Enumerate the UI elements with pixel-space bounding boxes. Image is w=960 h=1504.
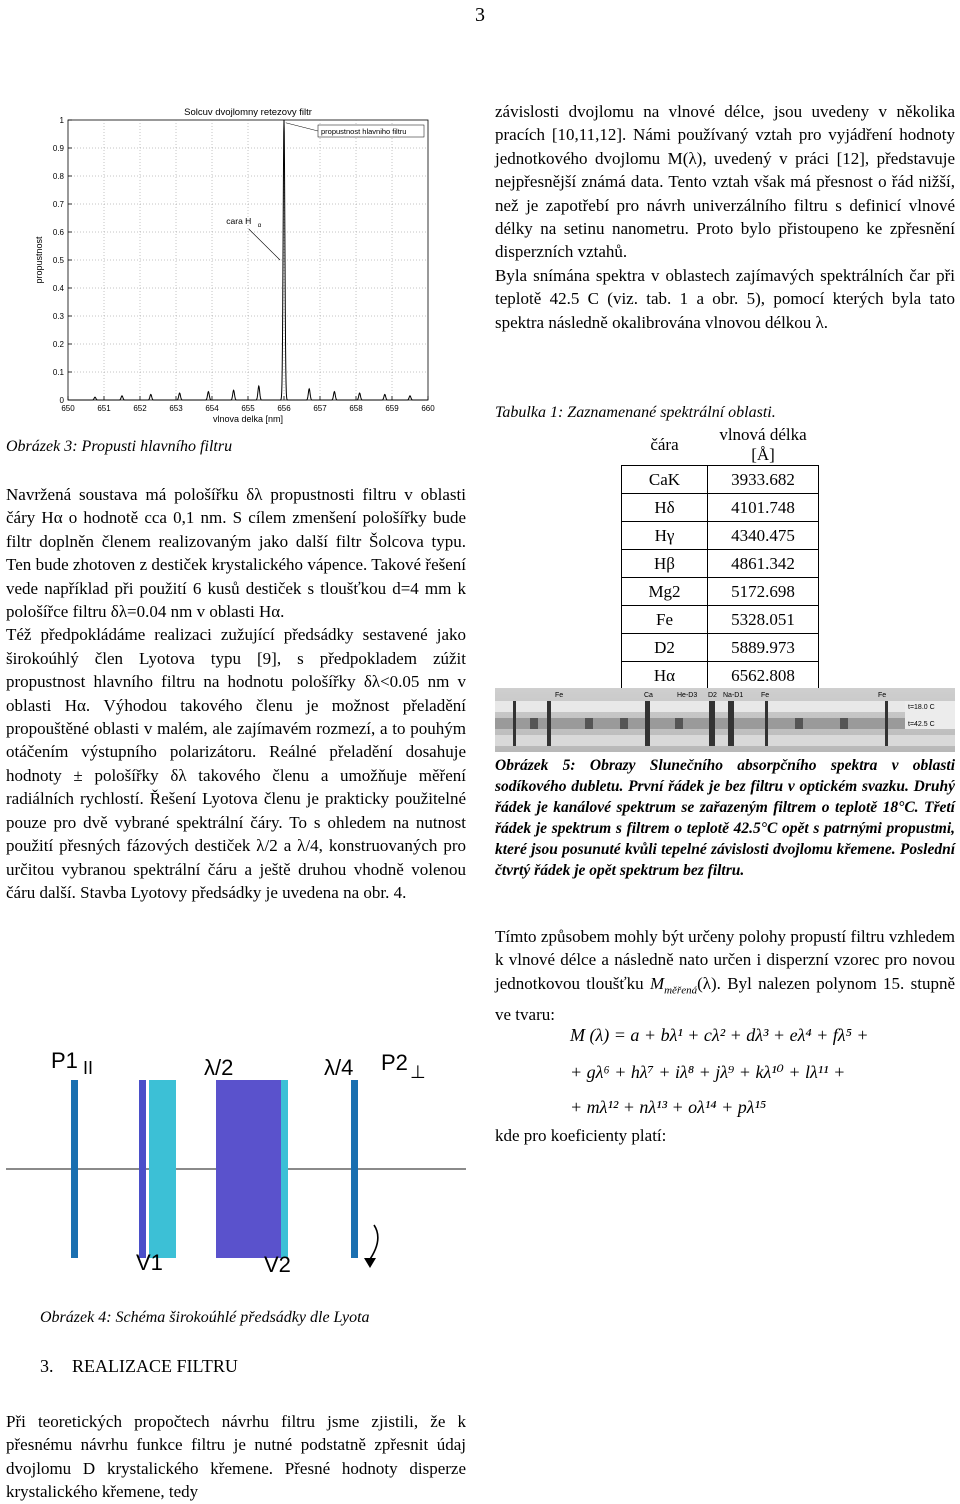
label-p1: P1 bbox=[51, 1048, 78, 1073]
table-row bbox=[622, 634, 819, 662]
chart-title: Solcuv dvojlomny retezovy filtr bbox=[184, 107, 312, 118]
table-header-line: čára bbox=[650, 435, 679, 454]
table-cell: 5328.051 bbox=[708, 606, 819, 634]
table-row bbox=[622, 466, 819, 494]
table-row bbox=[622, 550, 819, 578]
label-half-wave: λ/2 bbox=[204, 1055, 234, 1080]
y-tick-label: 0.8 bbox=[52, 172, 64, 181]
equation-line-2: + gλ⁶ + hλ⁷ + iλ⁸ + jλ⁹ + kλ¹⁰ + lλ¹¹ + bbox=[570, 1062, 846, 1082]
spectrum-label-fe-1: Fe bbox=[555, 692, 564, 699]
x-axis-label: vlnova delka [nm] bbox=[212, 414, 284, 424]
y-axis-label: propustnost bbox=[34, 236, 44, 284]
table-header-wavelength: vlnová délka [Å] bbox=[719, 425, 807, 464]
x-tick-label: 659 bbox=[385, 404, 399, 413]
polarizer-p2 bbox=[351, 1080, 358, 1258]
label-quarter-wave: λ/4 bbox=[324, 1055, 354, 1080]
annotation-h-alpha-subscript: α bbox=[257, 223, 262, 229]
x-tick-label: 658 bbox=[349, 404, 363, 413]
label-p1-parallel: II bbox=[83, 1058, 94, 1078]
spectrum-label-fe-2: Fe bbox=[761, 692, 770, 699]
table-cell: Hγ bbox=[622, 522, 708, 550]
paragraph-polynomial-text: Tímto způsobem mohly být určeny polohy propustí filtru vzhledem k vlnové délce a následně nato určen i disperzní vzorec pro novou jednotkovou tloušťku bbox=[495, 927, 955, 993]
spectrum-label-fe-3: Fe bbox=[878, 692, 887, 699]
page-number: 3 bbox=[475, 4, 485, 26]
x-tick-label: 651 bbox=[97, 404, 111, 413]
x-tick-label: 657 bbox=[313, 404, 327, 413]
equation-line-1: M (λ) = a + bλ¹ + cλ² + dλ³ + eλ⁴ + fλ⁵ + bbox=[570, 1025, 869, 1045]
table-cell: 4101.748 bbox=[708, 494, 819, 522]
right-text-block-top bbox=[495, 100, 955, 334]
y-tick-label: 0.9 bbox=[52, 144, 64, 153]
paragraph-realization: Při teoretických propočtech návrhu filtru jsme zjistili, že k přesnému návrhu funkce filtru je nutné podstatně zpřesnit údaj dvojlomu D krystalického křemene. Přesné hodnoty disperze krystalického křemene, tedy bbox=[6, 1412, 466, 1502]
rotation-arrowhead-icon bbox=[364, 1258, 376, 1268]
paragraph-polynomial-intro bbox=[495, 925, 955, 1026]
equation-line-3: + mλ¹² + nλ¹³ + oλ¹⁴ + pλ¹⁵ bbox=[570, 1097, 767, 1117]
table-cell: 5889.973 bbox=[708, 634, 819, 662]
y-tick-label: 0 bbox=[59, 396, 64, 405]
table-cell: Fe bbox=[622, 606, 708, 634]
label-p2: P2 bbox=[381, 1050, 408, 1075]
y-tick-label: 0.1 bbox=[52, 368, 64, 377]
table-cell: Hδ bbox=[622, 494, 708, 522]
spectrum-temp-42: t=42.5 C bbox=[908, 721, 935, 728]
table-header-row bbox=[622, 425, 819, 466]
table-row bbox=[622, 606, 819, 634]
table-cell: Mg2 bbox=[622, 578, 708, 606]
paragraph-filter-width: Navržená soustava má pološířku δλ propustnosti filtru v oblasti čáry Hα o hodnotě cca 0,1 nm. S cílem zmenšení pološířky bude filtr doplněn členem realizovaným jako další filtr Šolcova typu. Ten bude zhotoven z destiček krystalického vápence. Takové řešení vede například při použití 6 kusů destiček s tloušťkou d=4 mm k pološířce filtru δλ=0.04 nm v oblasti Hα. bbox=[6, 485, 466, 622]
right-text-block-bottom bbox=[495, 925, 955, 1026]
y-tick-label: 0.5 bbox=[52, 256, 64, 265]
section-heading bbox=[40, 1356, 238, 1377]
paragraph-coefficients: kde pro koeficienty platí: bbox=[495, 1126, 667, 1145]
y-tick-label: 0.3 bbox=[52, 312, 64, 321]
table-row bbox=[622, 578, 819, 606]
spectral-lines-table bbox=[621, 425, 819, 690]
table-caption: Tabulka 1: Zaznamenané spektrální oblasti. bbox=[495, 404, 776, 421]
crystal-v1 bbox=[139, 1080, 146, 1258]
spectrum-temp-18: t=18.0 C bbox=[908, 704, 935, 711]
spectrum-label-he-d3: He-D3 bbox=[677, 692, 698, 699]
annotation-h-alpha: cara H bbox=[226, 216, 252, 226]
spectrum-label-ca: Ca bbox=[644, 692, 653, 699]
polarizer-p1 bbox=[71, 1080, 78, 1258]
paragraph-dispersion: závislosti dvojlomu na vlnové délce, jsou uvedeny v několika pracích [10,11,12]. Námi používaný vztah pro vyjádření hodnoty jednotkového dvojlomu M(λ), uvedený v práci [12], představuje nejpřesnější známá data. Tento vztah však má přesnost o řád nižší, než je zapotřebí pro návrh univerzálního filtru s definicí vlnové délky na setinu nanometru. Proto bylo přistoupeno ke zpřesnění disperzních vztahů. bbox=[495, 102, 955, 262]
solar-spectrum-image bbox=[495, 688, 955, 752]
label-v1: V1 bbox=[136, 1250, 163, 1275]
symbol-m: M bbox=[649, 973, 665, 993]
table-row bbox=[622, 522, 819, 550]
section-number: 3. bbox=[40, 1356, 54, 1376]
table-cell: CaK bbox=[622, 466, 708, 494]
table-cell: Hβ bbox=[622, 550, 708, 578]
figure-3-caption: Obrázek 3: Propusti hlavního filtru bbox=[6, 438, 233, 455]
table-cell: 4340.475 bbox=[708, 522, 819, 550]
label-p2-perpendicular: ⊥ bbox=[410, 1062, 426, 1082]
paragraph-polynomial-rest: (λ). Byl nalezen polynom 15. stupně ve tvaru: bbox=[495, 973, 955, 1024]
table-cell: 5172.698 bbox=[708, 578, 819, 606]
figure-5-caption: Obrázek 5: Obrazy Slunečního absorpčního spektra v oblasti sodíkového dubletu. První řádek je bez filtru v optickém svazku. Druhý řádek je kanálové spektrum se zařazeným filtrem o teplotě 18°C. Třetí řádek je spektrum s filtrem o teplotě 42.5°C opět s patrnými propustmi, které jsou posunuté kvůli tepelné závislosti dvojlomu křemene. Poslední čtvrtý řádek je opět spektrum bez filtru. bbox=[495, 757, 955, 879]
left-text-block bbox=[6, 483, 466, 904]
transmission-chart bbox=[20, 100, 470, 430]
symbol-m-subscript: měřená bbox=[664, 984, 698, 997]
x-tick-label: 654 bbox=[205, 404, 219, 413]
x-tick-label: 653 bbox=[169, 404, 183, 413]
y-tick-label: 0.2 bbox=[52, 340, 64, 349]
paragraph-spectra: Byla snímána spektra v oblastech zajímavých spektrálních čar při teplotě 42.5 C (viz. tab. 1 a obr. 5), pomocí kterých byla tato spektra následně okalibrována vlnovou délkou λ. bbox=[495, 265, 955, 332]
x-tick-label: 652 bbox=[133, 404, 147, 413]
x-tick-label: 650 bbox=[61, 404, 75, 413]
legend-label: propustnost hlavniho filtru bbox=[321, 127, 407, 136]
table-cell: 4861.342 bbox=[708, 550, 819, 578]
figure-4-caption: Obrázek 4: Schéma širokoúhlé předsádky dle Lyota bbox=[40, 1309, 370, 1326]
table-cell: 3933.682 bbox=[708, 466, 819, 494]
label-v2: V2 bbox=[264, 1252, 291, 1277]
spectrum-label-na-d1: Na-D1 bbox=[723, 692, 744, 699]
table-row bbox=[622, 494, 819, 522]
x-tick-label: 660 bbox=[421, 404, 435, 413]
waveplate-quarter bbox=[281, 1080, 288, 1258]
waveplate-half bbox=[149, 1080, 176, 1258]
section-title: REALIZACE FILTRU bbox=[72, 1356, 238, 1376]
lyot-schematic bbox=[6, 1040, 466, 1285]
paragraph-lyot: Též předpokládáme realizaci zužující předsádky sestavené jako širokoúhlý člen Lyotova typu [9], s předpokladem zúžit propustnost hlavního filtru na hodnotu pološířky δλ<0.05 nm v oblasti Hα. Výhodou takového členu je možnost přeladění propouštěné oblasti v malém, ale zajímavém rozmezí, a to pouhým otáčením výstupního polarizátoru. Reálné přeladění dosahuje hodnoty ± pološířky δλ takového členu a umožňuje měření radiálních rychlostí. Řešení Lyotova členu je prakticky použitelné pouze pro dvě vybrané spektrální čáry. To s ohledem na nutnost použití přesných fázových destiček λ/2 a λ/4, konstruovaných pro určitou vybranou spektrální čáru a ještě druhou vhodně volenou čáru další. Stavba Lyotovy předsádky je uvedena na obr. 4. bbox=[6, 625, 466, 902]
table-cell: D2 bbox=[622, 634, 708, 662]
spectrum-label-d2: D2 bbox=[708, 692, 717, 699]
table-cell: Hα bbox=[622, 662, 708, 690]
rotation-arrow-icon bbox=[368, 1225, 378, 1262]
left-text-block-bottom bbox=[6, 1410, 466, 1504]
y-tick-label: 0.6 bbox=[52, 228, 64, 237]
x-tick-label: 655 bbox=[241, 404, 255, 413]
y-tick-label: 0.7 bbox=[52, 200, 64, 209]
y-tick-label: 1 bbox=[59, 116, 64, 125]
y-tick-label: 0.4 bbox=[52, 284, 64, 293]
table-cell: 6562.808 bbox=[708, 662, 819, 690]
x-tick-label: 656 bbox=[277, 404, 291, 413]
table-row bbox=[622, 662, 819, 690]
crystal-v2 bbox=[216, 1080, 281, 1258]
